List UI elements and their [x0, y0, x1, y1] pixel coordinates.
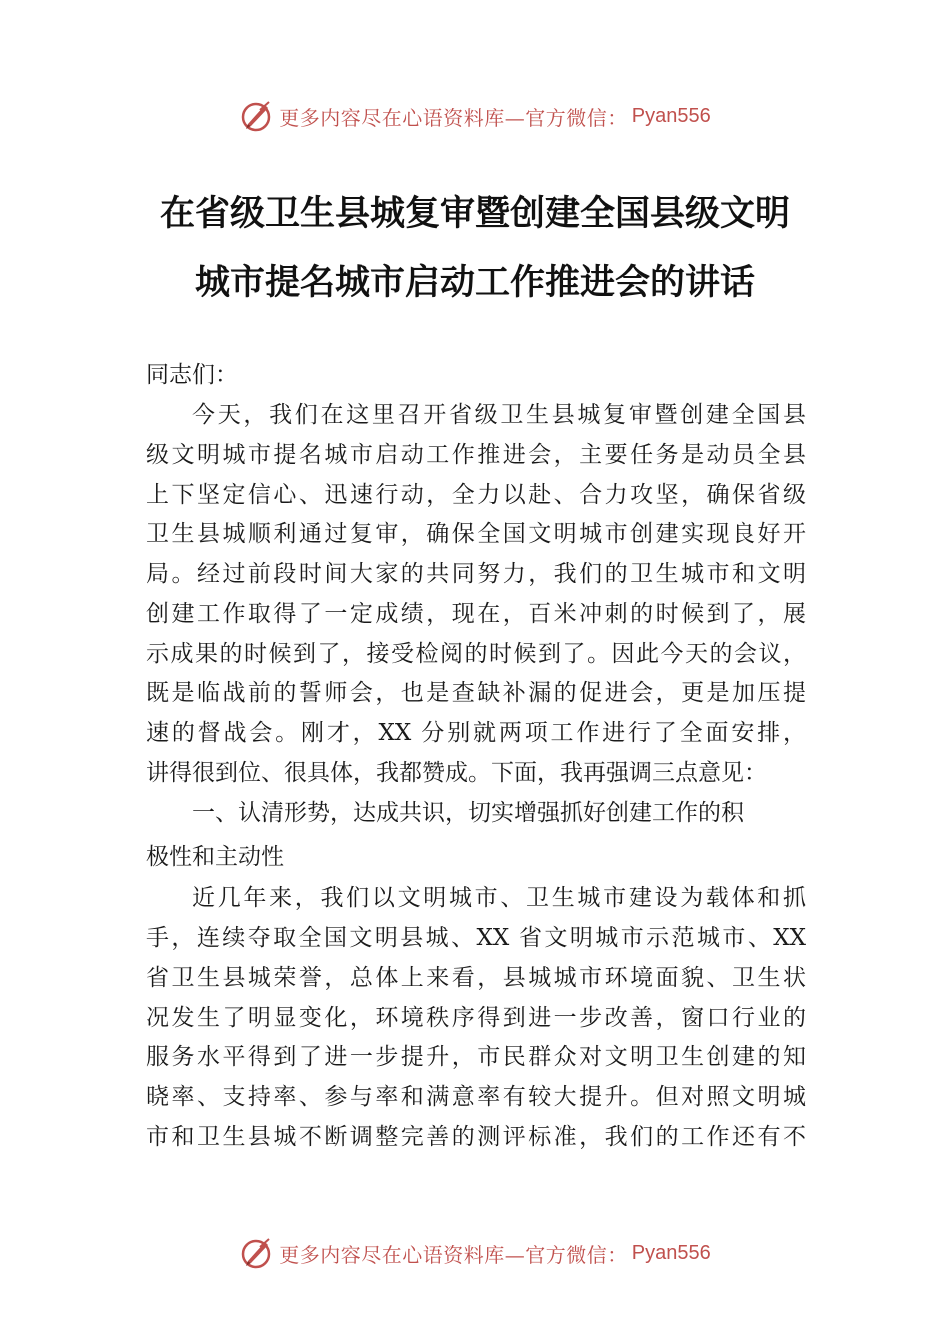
salutation: 同志们： — [146, 362, 238, 388]
paragraph-1-line: 卫生县城顺利通过复审，确保全国文明城市创建实现良好开 — [146, 521, 806, 547]
quill-pen-logo-icon — [239, 98, 275, 134]
paragraph-1-line: 速的督战会。刚才，XX 分别就两项工作进行了全面安排， — [146, 720, 806, 746]
paragraph-1-line: 既是临战前的誓师会，也是查缺补漏的促进会，更是加压提 — [146, 680, 806, 706]
paragraph-2-line: 服务水平得到了进一步提升，市民群众对文明卫生创建的知 — [146, 1044, 806, 1070]
paragraph-2-line: 晓率、支持率、参与率和满意率有较大提升。但对照文明城 — [146, 1084, 806, 1110]
paragraph-1-line: 级文明城市提名城市启动工作推进会，主要任务是动员全县 — [146, 442, 806, 468]
paragraph-1-line: 讲得很到位、很具体，我都赞成。下面，我再强调三点意见： — [146, 760, 767, 786]
paragraph-2-line: 省卫生县城荣誉，总体上来看，县城城市环境面貌、卫生状 — [146, 965, 806, 991]
paragraph-1-line: 今天，我们在这里召开省级卫生县城复审暨创建全国县 — [192, 402, 806, 428]
banner-wechat-id: Pyan556 — [631, 1241, 711, 1264]
paragraph-2-line: 手，连续夺取全国文明县城、XX 省文明城市示范城市、XX — [146, 925, 806, 951]
quill-pen-logo-icon — [239, 1235, 275, 1271]
document-title-line-2: 城市提名城市启动工作推进会的讲话 — [194, 262, 755, 303]
paragraph-1-line: 局。经过前段时间大家的共同努力，我们的卫生城市和文明 — [146, 561, 806, 587]
section-heading-1-line-1: 一、认清形势，达成共识，切实增强抓好创建工作的积 — [192, 800, 744, 826]
paragraph-2-line: 市和卫生县城不断调整完善的测评标准，我们的工作还有不 — [146, 1124, 806, 1150]
banner-text: 更多内容尽在心语资料库—官方微信： — [279, 1242, 628, 1267]
section-heading-1-line-2: 极性和主动性 — [146, 844, 284, 870]
header-banner — [0, 96, 950, 136]
document-title-line-1: 在省级卫生县城复审暨创建全国县级文明 — [159, 193, 790, 234]
paragraph-2-line: 况发生了明显变化，环境秩序得到进一步改善，窗口行业的 — [146, 1005, 806, 1031]
paragraph-1-line: 示成果的时候到了，接受检阅的时候到了。因此今天的会议， — [146, 641, 806, 667]
footer-banner — [0, 1233, 950, 1273]
banner-text: 更多内容尽在心语资料库—官方微信： — [279, 105, 628, 130]
paragraph-1-line: 上下坚定信心、迅速行动，全力以赴、合力攻坚，确保省级 — [146, 482, 806, 508]
banner-wechat-id: Pyan556 — [631, 104, 711, 127]
paragraph-2-line: 近几年来，我们以文明城市、卫生城市建设为载体和抓 — [192, 885, 806, 911]
paragraph-1-line: 创建工作取得了一定成绩，现在，百米冲刺的时候到了，展 — [146, 601, 806, 627]
